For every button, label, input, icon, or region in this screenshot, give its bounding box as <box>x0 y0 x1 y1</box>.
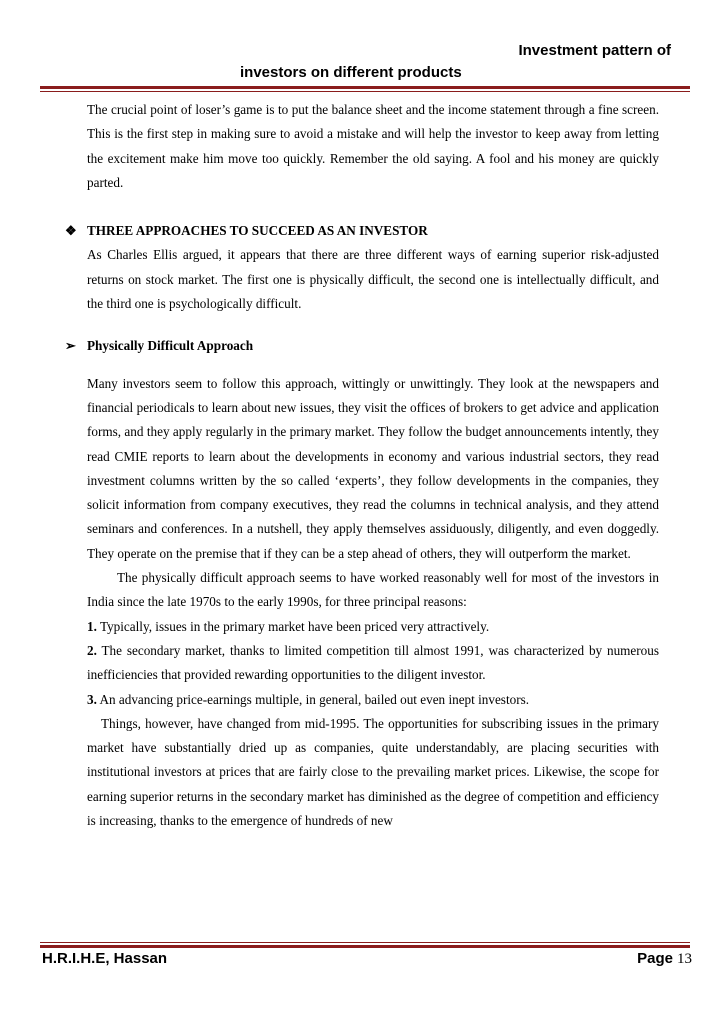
list-item-number: 2. <box>87 642 97 658</box>
paragraph-approaches: As Charles Ellis argued, it appears that there are three different ways of earning superior risk-adjusted returns on stock market. The first one is physically difficult, the second one is intellectually difficult, and the third one is psychologically difficult. <box>87 247 659 312</box>
paragraph-many-investors: Many investors seem to follow this approach, wittingly or unwittingly. They look at the newspapers and financial periodicals to learn about new issues, they visit the offices of brokers to get advice and application forms, and they apply regularly in the primary market. They follow the budget announcements intently, they read CMIE reports to learn about the developments in economy and various industrial sectors, they read investment columns written by the so called ‘experts’, they follow developments in the companies, they solicit information from company executives, they read the columns in technical analysis, and they attend seminars and conferences. In a nutshell, they apply themselves assiduously, diligently, and even doggedly. They operate on the premise that if they can be a step ahead of others, they will outperform the market. <box>87 375 659 561</box>
subsection-heading <box>65 334 659 358</box>
paragraph-losers-game: The crucial point of loser’s game is to put the balance sheet and the income statement through a fine screen. This is the first step in making sure to avoid a mistake and will help the investor to keep away from letting the excitement make him move too quickly. Remember the old saying. A fool and his money are quickly parted. <box>87 102 659 190</box>
section-heading-text: THREE APPROACHES TO SUCCEED AS AN INVESTOR <box>87 223 428 239</box>
section-heading <box>65 219 659 243</box>
page-number-value: 13 <box>677 951 692 967</box>
header-title-line2: investors on different products <box>240 64 462 81</box>
arrow-bullet-icon: ➢ <box>65 338 76 354</box>
paragraph-things-changed: Things, however, have changed from mid-1995. The opportunities for subscribing issues in the primary market have substantially dried up as companies, quite understandably, are placing securities with institutional investors at prices that are fairly close to the prevailing market prices. Likewise, the scope for earning superior returns in the secondary market has diminished as the degree of competition and efficiency is increasing, thanks to the emergence of hundreds of new <box>87 715 659 829</box>
header-rule <box>40 86 690 92</box>
footer-institution: H.R.I.H.E, Hassan <box>42 950 168 967</box>
list-item-number: 3. <box>87 691 97 707</box>
list-item-text: The secondary market, thanks to limited competition till almost 1991, was characterized by numerous inefficiencies that provided rewarding opportunities to the diligent investor. <box>87 642 659 683</box>
header-title-line1: Investment pattern of <box>518 42 671 59</box>
list-item <box>87 688 659 712</box>
list-item <box>87 639 659 688</box>
list-item-text: Typically, issues in the primary market have been priced very attractively. <box>96 618 490 634</box>
subsection-heading-text: Physically Difficult Approach <box>87 338 254 354</box>
diamond-bullet-icon: ❖ <box>65 223 77 239</box>
footer-rule <box>40 942 690 948</box>
page-content <box>65 98 659 833</box>
page-number <box>637 950 692 968</box>
list-item-text: An advancing price-earnings multiple, in general, bailed out even inept investors. <box>96 691 530 707</box>
page-label: Page <box>637 950 673 967</box>
list-item <box>87 615 659 639</box>
list-item-number: 1. <box>87 618 97 634</box>
paragraph-approach-worked: The physically difficult approach seems to have worked reasonably well for most of the investors in India since the late 1970s to the early 1990s, for three principal reasons: <box>87 570 659 610</box>
